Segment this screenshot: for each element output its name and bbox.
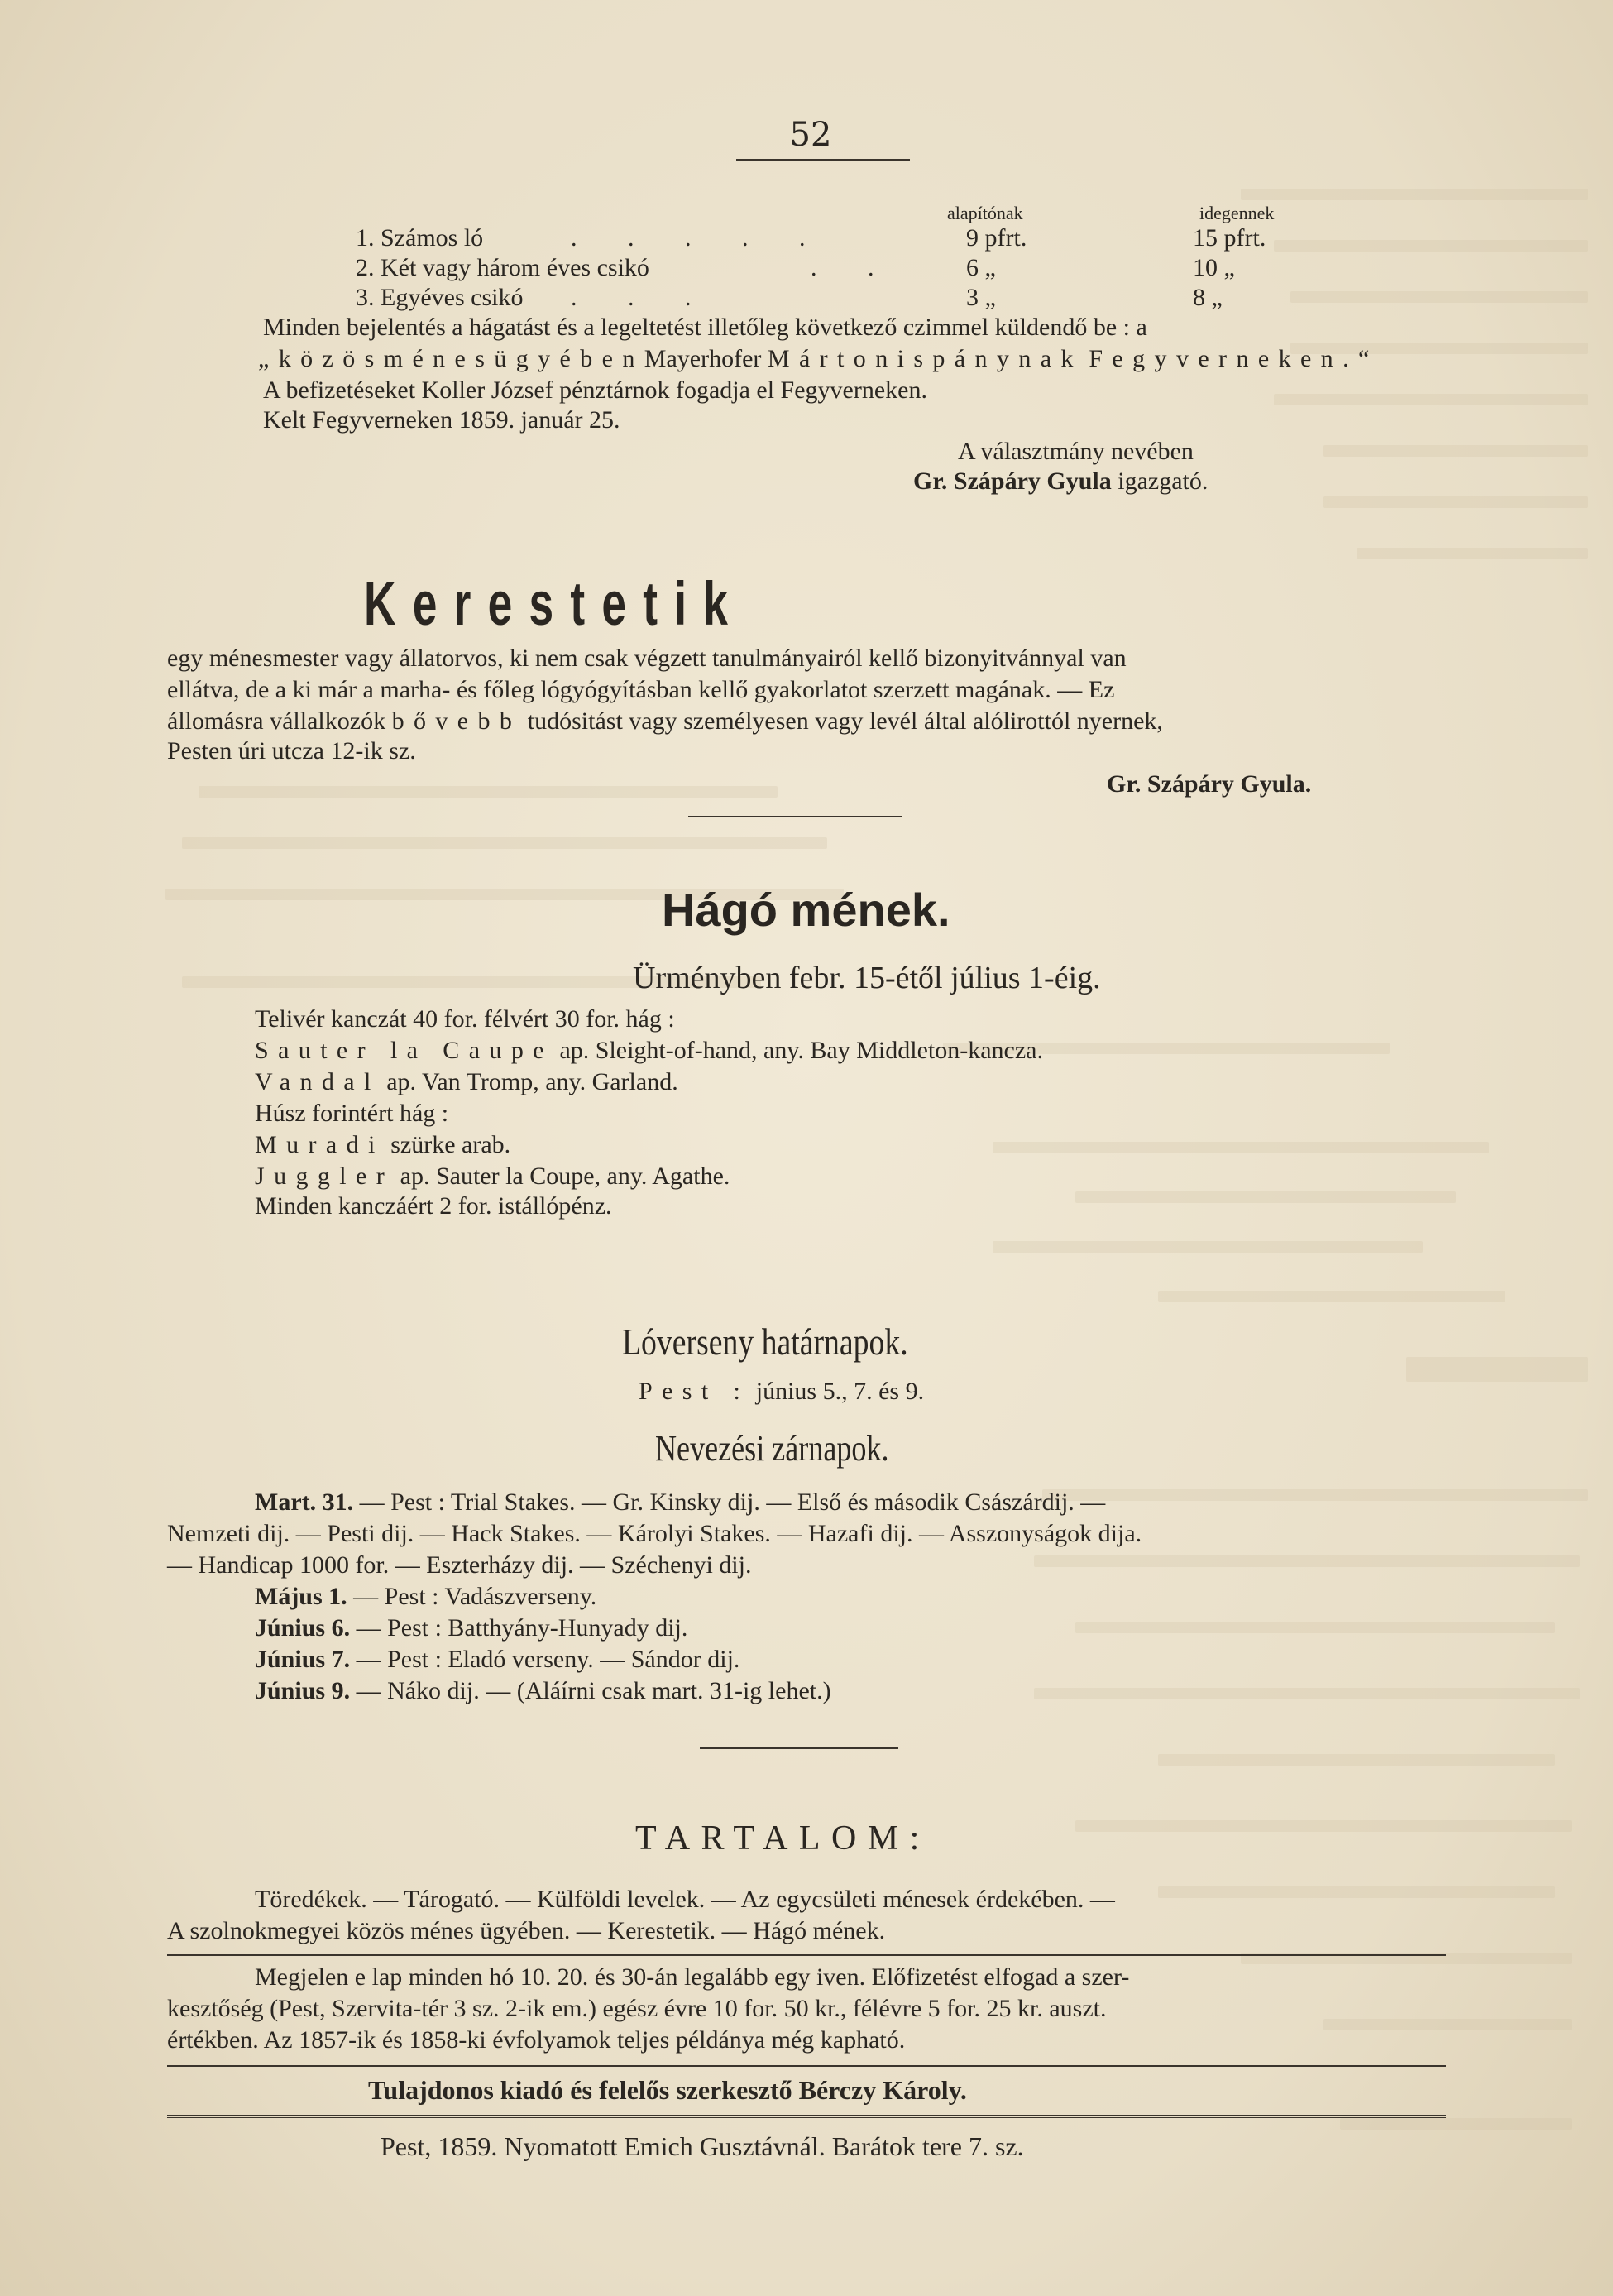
kerestetik-line-4: Pesten úri utcza 12-ik sz.	[167, 737, 416, 765]
section-rule	[700, 1747, 898, 1749]
date-events: — Pest : Trial Stakes. — Gr. Kinsky dij. — Első és második Császárdij. —	[359, 1488, 1106, 1516]
hago-subtitle: Ürményben febr. 15-étől július 1-éig.	[633, 961, 1101, 995]
date-events: — Pest : Vadászverseny.	[353, 1583, 597, 1610]
nevezesi-mart-cont-2: — Handicap 1000 for. — Eszterházy dij. — Széchenyi dij.	[167, 1551, 752, 1579]
date-label: Június 7.	[255, 1646, 351, 1673]
stallion-name: Sauter la Caupe	[255, 1037, 553, 1064]
kerestetik-title: Kerestetik	[364, 569, 745, 638]
date-events: — Pest : Eladó verseny. — Sándor dij.	[356, 1646, 740, 1673]
fee-row-label: 1. Számos ló	[356, 224, 484, 252]
hago-line-6	[255, 1162, 730, 1191]
nevezesi-junius-6	[255, 1613, 687, 1643]
date-events: — Pest : Batthyány-Hunyady dij.	[356, 1614, 688, 1642]
tartalom-line-2: A szolnokmegyei közös ménes ügyében. — Kerestetik. — Hágó mének.	[167, 1917, 886, 1944]
notice-signature-title: igazgató.	[1111, 467, 1209, 495]
stallion-pedigree: ap. Sauter la Coupe, any. Agathe.	[400, 1162, 730, 1190]
notice-line-2	[258, 344, 1379, 374]
fee-row-stranger: 8 „	[1193, 284, 1223, 311]
notice-signature-1: A választmány nevében	[958, 438, 1194, 465]
notice-place: Fegyverneken.“	[1089, 345, 1379, 372]
notice-line-1: Minden bejelentés a hágatást és a legeltetést illetőleg következő czimmel küldendő be : a	[263, 314, 1147, 341]
nevezesi-mart-cont-1: Nemzeti dij. — Pesti dij. — Hack Stakes. — Károlyi Stakes. — Hazafi dij. — Asszonyságok dija.	[167, 1520, 1142, 1547]
footer-double-rule	[167, 2115, 1446, 2118]
kerestetik-line-1: egy ménesmester vagy állatorvos, ki nem csak végzett tanulmányairól kellő bizonyitvánnyal van	[167, 645, 1127, 672]
footer-rule	[167, 2065, 1446, 2067]
loverseny-city: Pest :	[639, 1378, 750, 1405]
date-label: Június 9.	[255, 1677, 351, 1704]
stallion-pedigree: szürke arab.	[390, 1131, 511, 1158]
loverseny-subtitle	[639, 1377, 924, 1407]
nevezesi-junius-7	[255, 1645, 739, 1675]
notice-spaced-text: „közösménesügyében	[258, 345, 644, 372]
footer-line-3: értékben. Az 1857-ik és 1858-ki évfolyamok teljes példánya még kapható.	[167, 2026, 906, 2054]
hago-line-2	[255, 1036, 1043, 1066]
stallion-name: Muradi	[255, 1131, 385, 1158]
date-label: Mart. 31.	[255, 1488, 354, 1516]
kerestetik-signature: Gr. Szápáry Gyula.	[1107, 770, 1312, 798]
stallion-pedigree: ap. Sleight-of-hand, any. Bay Middleton-kancza.	[559, 1037, 1043, 1064]
fee-row-founder: 6 „	[966, 254, 996, 281]
header-rule	[736, 159, 910, 161]
tartalom-line-1: Töredékek. — Tárogató. — Külföldi levelek. — Az egycsületi ménesek érdekében. —	[255, 1886, 1115, 1913]
footer-line-2: kesztőség (Pest, Szervita-tér 3 sz. 2-ik em.) egész évre 10 for. 50 kr., félévre 5 for. 25 kr. auszt.	[167, 1995, 1107, 2022]
notice-line-4: Kelt Fegyverneken 1859. január 25.	[263, 406, 620, 434]
hago-line-7: Minden kanczáért 2 for. istállópénz.	[255, 1192, 612, 1220]
loverseny-title: Lóverseny határnapok.	[622, 1321, 908, 1363]
hago-line-1: Telivér kanczát 40 for. félvért 30 for. hág :	[255, 1005, 675, 1033]
notice-line-3: A befizetéseket Koller József pénztárnok fogadja el Fegyverneken.	[263, 376, 927, 404]
notice-signature-2	[913, 467, 1208, 496]
kerestetik-line-3	[167, 707, 1163, 736]
footer-line-1: Megjelen e lap minden hó 10. 20. és 30-án legalább egy iven. Előfizetést elfogad a szer-	[255, 1963, 1130, 1991]
fee-col-stranger: idegennek	[1199, 203, 1275, 223]
printer-line: Pest, 1859. Nyomatott Emich Gusztávnál. Barátok tere 7. sz.	[381, 2131, 1024, 2161]
date-label: Június 6.	[255, 1614, 351, 1642]
notice-name: Mayerhofer	[644, 345, 762, 372]
fee-row-stranger: 15 pfrt.	[1193, 224, 1266, 252]
stallion-name: Juggler	[255, 1162, 395, 1190]
page-number: 52	[789, 116, 832, 154]
hago-line-3	[255, 1067, 678, 1097]
hago-title: Hágó mének.	[662, 884, 950, 936]
loverseny-dates: június 5., 7. és 9.	[755, 1378, 925, 1405]
kerestetik-text: állomásra vállalkozók	[167, 707, 386, 735]
kerestetik-spaced: bővebb	[391, 707, 522, 735]
date-label: Május 1.	[255, 1583, 347, 1610]
fee-row-founder: 3 „	[966, 284, 996, 311]
stallion-name: Vandal	[255, 1068, 381, 1095]
stallion-pedigree: ap. Van Tromp, any. Garland.	[386, 1068, 678, 1095]
fee-row-dots: . . . . .	[571, 224, 828, 252]
fee-row-founder: 9 pfrt.	[966, 224, 1027, 252]
fee-row-label: 2. Két vagy három éves csikó	[356, 254, 649, 281]
nevezesi-majus	[255, 1582, 596, 1612]
fee-row-stranger: 10 „	[1193, 254, 1235, 281]
date-events: — Náko dij. — (Aláírni csak mart. 31-ig lehet.)	[356, 1677, 831, 1704]
fee-row-dots: . .	[811, 254, 897, 281]
publisher-line: Tulajdonos kiadó és felelős szerkesztő Bérczy Károly.	[368, 2075, 967, 2105]
tartalom-title: TARTALOM:	[635, 1819, 931, 1857]
fee-row-label: 3. Egyéves csikó	[356, 284, 524, 311]
nevezesi-junius-9	[255, 1676, 831, 1706]
nevezesi-title: Nevezési zárnapok.	[655, 1428, 889, 1469]
fee-row-dots: . . .	[571, 284, 714, 311]
footer-rule	[167, 1954, 1446, 1956]
fee-col-founder: alapítónak	[947, 203, 1023, 223]
notice-spaced-name: Mártonispánynak	[767, 345, 1083, 372]
section-rule	[688, 816, 902, 817]
hago-line-5	[255, 1130, 510, 1160]
nevezesi-mart	[255, 1488, 1105, 1517]
kerestetik-text: tudósitást vagy személyesen vagy levél által alólirottól nyernek,	[527, 707, 1163, 735]
hago-line-4: Húsz forintért hág :	[255, 1100, 449, 1127]
notice-signature-name: Gr. Szápáry Gyula	[913, 467, 1112, 495]
kerestetik-line-2: ellátva, de a ki már a marha- és főleg lógyógyításban kellő gyakorlatot szerzett magának. — Ez	[167, 676, 1115, 703]
